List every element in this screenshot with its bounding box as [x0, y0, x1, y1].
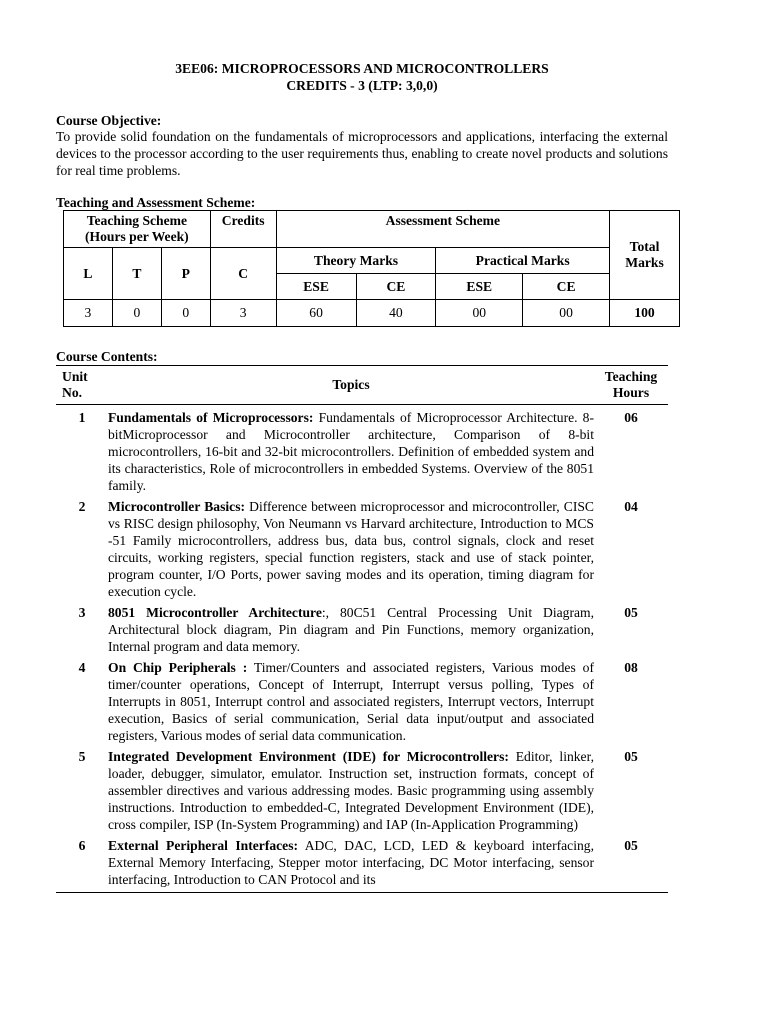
value-theory-ce: 40 — [356, 300, 436, 327]
unit-row — [56, 405, 668, 499]
total-marks-header: Total Marks — [610, 211, 680, 300]
unit-hours: 06 — [624, 410, 638, 425]
value-theory-ese: 60 — [276, 300, 356, 327]
scheme-heading: Teaching and Assessment Scheme: — [56, 195, 256, 210]
unit-number: 6 — [56, 837, 108, 893]
header-T: T — [112, 248, 161, 300]
unit-topic — [108, 405, 594, 499]
unit-number: 3 — [78, 605, 86, 620]
unit-title: On Chip Peripherals : — [108, 660, 248, 675]
unit-description: Difference between microprocessor and microcontroller, CISC vs RISC design philosophy, Von Neumann vs Harvard architecture, Introduction to MCS -51 Family microcontrollers, address bus, data bus, control signals, clock and reset circuits, working registers, special function registers, stack and use of stack pointer, program counter, I/O Ports, power saving modes and its operation, timing diagram for execution cycle. — [108, 499, 594, 599]
value-practical-ese: 00 — [436, 300, 523, 327]
unit-row — [56, 604, 668, 659]
unit-description: Timer/Counters and associated registers, Various modes of timer/counter operations, Concept of Interrupt, Interrupt versus polling, Types of Interrupts in 8051, Interrupt control and associated registers, Interrupt vectors, Interrupt execution, Basics of serial communication, Serial data input/output and associated registers, Various modes of serial data communication. — [108, 660, 594, 743]
value-total: 100 — [610, 300, 680, 327]
unit-hours: 04 — [624, 499, 638, 514]
unit-number: 1 — [78, 410, 86, 425]
value-P: 0 — [161, 300, 210, 327]
unit-description: Editor, linker, loader, debugger, simulator, emulator. Instruction set, instruction formats, concept of assembler directives and various addressing modes. Basic programming using assembly instructions. Introduction to embedded-C, Integrated Development Environment (IDE), cross compiler, ISP (In-System Programming) and IAP (In-Application Programming) — [108, 749, 594, 832]
practical-ese-header: ESE — [436, 274, 523, 300]
assessment-header: Assessment Scheme — [276, 211, 609, 248]
unit-title: Microcontroller Basics: — [108, 499, 246, 514]
theory-marks-header: Theory Marks — [276, 248, 436, 274]
unit-number: 5 — [78, 749, 86, 764]
unit-title: External Peripheral Interfaces: — [108, 838, 299, 853]
unit-description: Fundamentals of Microprocessor Architecture. 8-bitMicroprocessor and Microcontroller architecture, Comparison of 8-bit microcontrollers, 16-bit and 32-bit microcontrollers. Definition of embedded system and its characteristics, Role of microcontrollers in embedded Systems. Overview of the 8051 family. — [108, 410, 595, 493]
unit-topic — [108, 659, 594, 748]
document-page — [56, 60, 668, 887]
theory-ese-header: ESE — [276, 274, 356, 300]
unit-number: 4 — [78, 660, 86, 675]
contents-table — [56, 365, 668, 893]
value-C: 3 — [210, 300, 276, 327]
unit-title: 8051 Microcontroller Architecture — [108, 605, 322, 620]
unit-topic — [108, 837, 594, 893]
value-practical-ce: 00 — [523, 300, 610, 327]
unit-topic — [108, 604, 594, 659]
unit-hours: 05 — [624, 605, 638, 620]
contents-heading: Course Contents: — [56, 349, 158, 364]
value-L: 3 — [64, 300, 113, 327]
unit-description: :, 80C51 Central Processing Unit Diagram, Architectural block diagram, Pin diagram and Pin Functions, memory organization, Internal program and data memory. — [108, 605, 594, 654]
teaching-scheme-header: Teaching Scheme (Hours per Week) — [64, 211, 211, 248]
unit-hours: 05 — [624, 749, 638, 764]
unit-hours: 08 — [624, 660, 638, 675]
unit-row — [56, 837, 668, 893]
unit-number: 2 — [78, 499, 86, 514]
header-P: P — [161, 248, 210, 300]
unit-row — [56, 748, 668, 837]
topics-header: Topics — [108, 366, 594, 405]
practical-ce-header: CE — [523, 274, 610, 300]
unit-row — [56, 659, 668, 748]
unit-title: Fundamentals of Microprocessors: — [108, 410, 314, 425]
objective-text: To provide solid foundation on the fundamentals of microprocessors and applications, interfacing the external devices to the processor according to the user requirements thus, enabling to create novel products and solutions for real time problems. — [56, 129, 668, 178]
unit-topic — [108, 748, 594, 837]
unit-row — [56, 498, 668, 604]
course-title: 3EE06: MICROPROCESSORS AND MICROCONTROLLERS — [175, 61, 549, 76]
practical-marks-header: Practical Marks — [436, 248, 610, 274]
unit-no-header: Unit No. — [56, 366, 108, 405]
course-credits: CREDITS - 3 (LTP: 3,0,0) — [286, 78, 438, 93]
unit-description: ADC, DAC, LCD, LED & keyboard interfacing, External Memory Interfacing, Stepper motor interfacing, DC Motor interfacing, sensor interfacing, Introduction to CAN Protocol and its — [108, 838, 594, 887]
unit-topic — [108, 498, 594, 604]
header-C: C — [210, 248, 276, 300]
unit-hours: 05 — [594, 837, 668, 893]
hours-header: Teaching Hours — [594, 366, 668, 405]
unit-title: Integrated Development Environment (IDE) for Microcontrollers: — [108, 749, 509, 764]
objective-heading: Course Objective: — [56, 113, 162, 128]
header-L: L — [64, 248, 113, 300]
theory-ce-header: CE — [356, 274, 436, 300]
credits-header: Credits — [210, 211, 276, 248]
value-T: 0 — [112, 300, 161, 327]
scheme-table — [63, 210, 680, 327]
